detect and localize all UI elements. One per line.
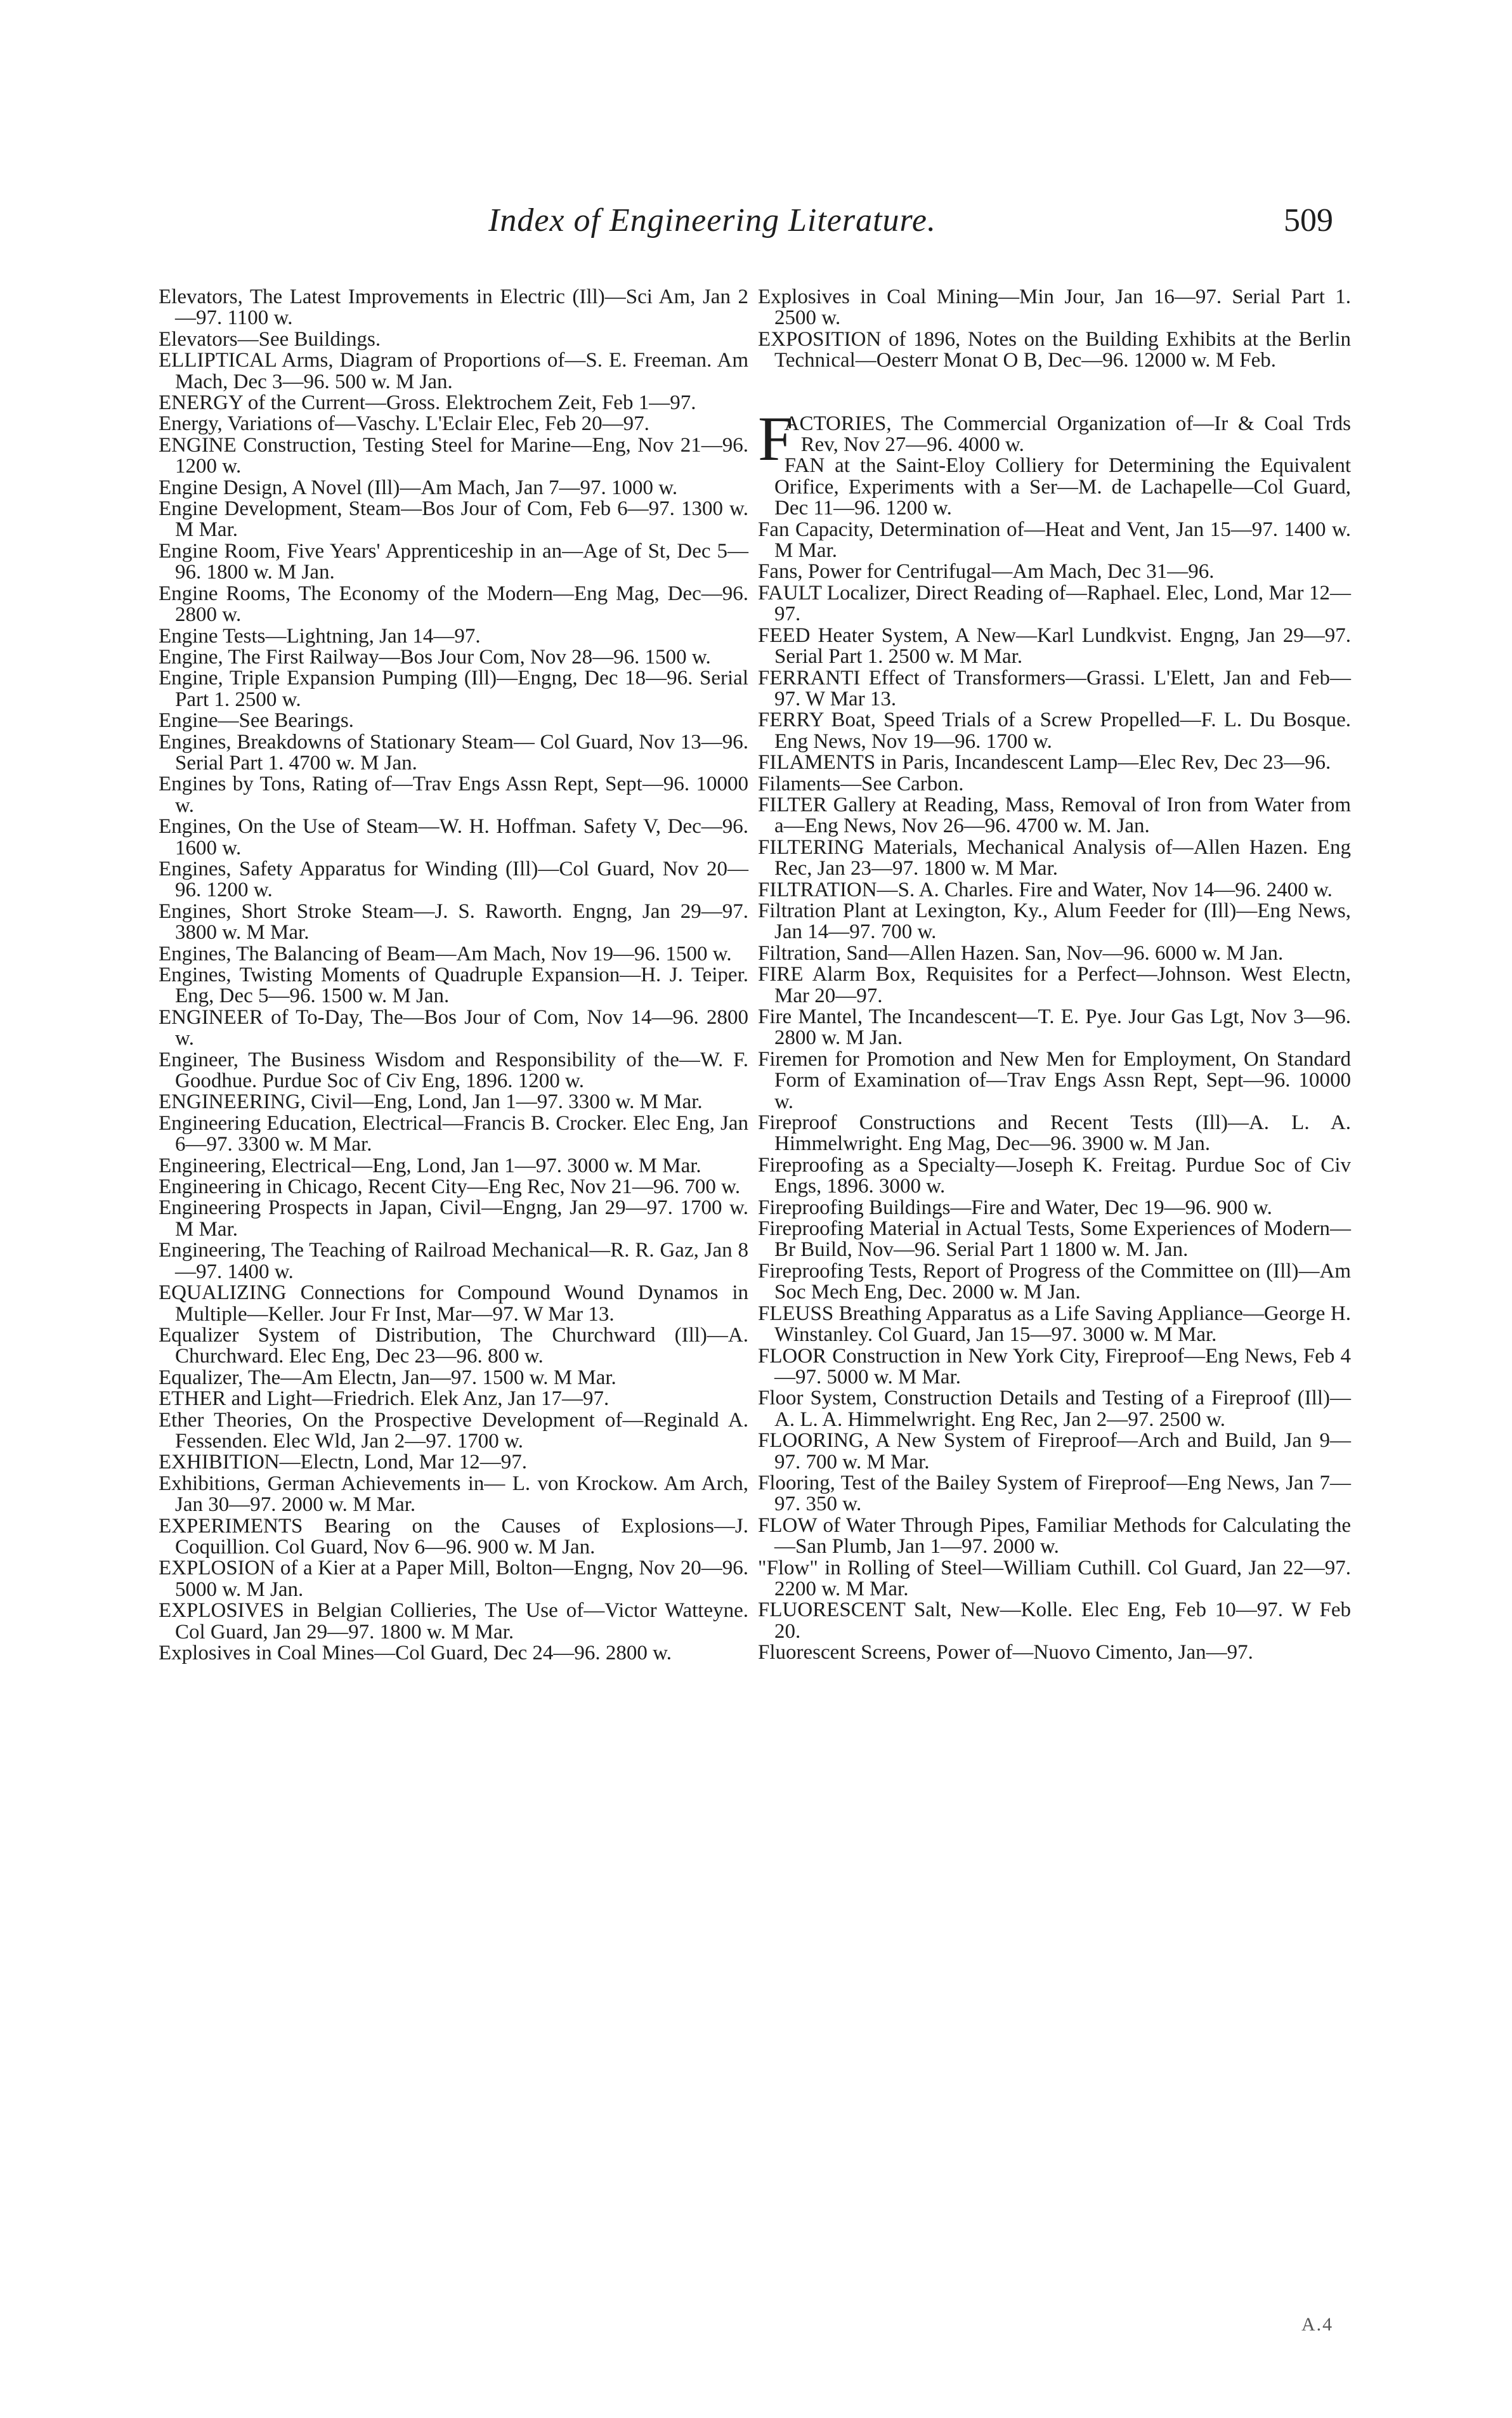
- index-entry: FLOORING, A New System of Fireproof—Arch and Build, Jan 9—97. 700 w. M Mar.: [758, 1429, 1351, 1474]
- index-entry: EXHIBITION—Electn, Lond, Mar 12—97.: [159, 1451, 528, 1474]
- index-entry: ENGINEER of To-Day, The—Bos Jour of Com, Nov 14—96. 2800 w.: [159, 1005, 748, 1050]
- index-entry: Engines, Short Stroke Steam—J. S. Raworth. Engng, Jan 29—97. 3800 w. M Mar.: [159, 899, 748, 944]
- index-entry: Filtration, Sand—Allen Hazen. San, Nov—96. 6000 w. M Jan.: [758, 941, 1284, 965]
- drop-cap-initial: F: [758, 403, 793, 474]
- index-entry: Equalizer System of Distribution, The Churchward (Ill)—A. Churchward. Elec Eng, Dec 23—96. 800 w.: [159, 1323, 748, 1368]
- index-entry: Engines, Safety Apparatus for Winding (Ill)—Col Guard, Nov 20—96. 1200 w.: [159, 857, 748, 902]
- running-header: [0, 202, 1512, 252]
- index-entry: FILAMENTS in Paris, Incandescent Lamp—Elec Rev, Dec 23—96.: [758, 751, 1331, 774]
- left-column: [159, 287, 748, 1664]
- index-entry: Fluorescent Screens, Power of—Nuovo Cimento, Jan—97.: [758, 1641, 1253, 1664]
- index-entry: FEED Heater System, A New—Karl Lundkvist. Engng, Jan 29—97. Serial Part 1. 2500 w. M Mar.: [758, 624, 1351, 669]
- index-entry: Engine Design, A Novel (Ill)—Am Mach, Jan 7—97. 1000 w.: [159, 476, 678, 499]
- index-entry: FILTER Gallery at Reading, Mass, Removal of Iron from Water from a—Eng News, Nov 26—96. 4700 w. M. Jan.: [758, 793, 1351, 838]
- index-entry: Fire Mantel, The Incandescent—T. E. Pye. Jour Gas Lgt, Nov 3—96. 2800 w. M Jan.: [758, 1005, 1351, 1050]
- index-entry: EXPOSITION of 1896, Notes on the Building Exhibits at the Berlin Technical—Oesterr Monat O B, Dec—96. 12000 w. M Feb.: [758, 327, 1351, 372]
- index-entry: Fireproofing Tests, Report of Progress of the Committee on (Ill)—Am Soc Mech Eng, Dec. 2000 w. M Jan.: [758, 1259, 1351, 1304]
- index-entry: Energy, Variations of—Vaschy. L'Eclair Elec, Feb 20—97.: [159, 412, 649, 436]
- index-entry: FLEUSS Breathing Apparatus as a Life Saving Appliance—George H. Winstanley. Col Guard, Jan 15—97. 3000 w. M Mar.: [758, 1302, 1351, 1347]
- index-entry: Elevators—See Buildings.: [159, 327, 381, 351]
- index-entry: Fans, Power for Centrifugal—Am Mach, Dec 31—96.: [758, 560, 1215, 584]
- index-entry: FAN at the Saint-Eloy Colliery for Determining the Equivalent Orifice, Experiments with a Ser—M. de Lachapelle—Col Guard, Dec 11—96. 1200 w.: [774, 454, 1351, 520]
- index-entry: EQUALIZING Connections for Compound Wound Dynamos in Multiple—Keller. Jour Fr Inst, Mar—97. W Mar 13.: [159, 1281, 748, 1326]
- index-entry: Engine Tests—Lightning, Jan 14—97.: [159, 624, 481, 648]
- index-entry: Engineering, Electrical—Eng, Lond, Jan 1—97. 3000 w. M Mar.: [159, 1154, 701, 1177]
- index-entry: Fireproofing Buildings—Fire and Water, Dec 19—96. 900 w.: [758, 1196, 1272, 1219]
- index-entry: Flooring, Test of the Bailey System of Fireproof—Eng News, Jan 7—97. 350 w.: [758, 1471, 1351, 1516]
- index-entry: Explosives in Coal Mines—Col Guard, Dec 24—96. 2800 w.: [159, 1642, 672, 1664]
- index-entry: Explosives in Coal Mining—Min Jour, Jan 16—97. Serial Part 1. 2500 w.: [758, 285, 1351, 330]
- index-entry: Engines, The Balancing of Beam—Am Mach, Nov 19—96. 1500 w.: [159, 942, 732, 965]
- running-title: Index of Engineering Literature.: [488, 202, 936, 239]
- index-entry: Filaments—See Carbon.: [758, 772, 964, 795]
- index-entry: EXPERIMENTS Bearing on the Causes of Explosions—J. Coquillion. Col Guard, Nov 6—96. 900 w. M Jan.: [159, 1514, 748, 1559]
- index-entry: ENGINEERING, Civil—Eng, Lond, Jan 1—97. 3300 w. M Mar.: [159, 1090, 703, 1114]
- index-entry: Filtration Plant at Lexington, Ky., Alum Feeder for (Ill)—Eng News, Jan 14—97. 700 w.: [758, 899, 1351, 944]
- index-entry: ELLIPTICAL Arms, Diagram of Proportions of—S. E. Freeman. Am Mach, Dec 3—96. 500 w. M Jan.: [159, 349, 748, 393]
- index-entry: Fan Capacity, Determination of—Heat and Vent, Jan 15—97. 1400 w. M Mar.: [758, 518, 1351, 563]
- index-entry: FLUORESCENT Salt, New—Kolle. Elec Eng, Feb 10—97. W Feb 20.: [758, 1598, 1351, 1643]
- index-entry: Exhibitions, German Achievements in— L. von Krockow. Am Arch, Jan 30—97. 2000 w. M Mar.: [159, 1472, 748, 1517]
- section-f-entry-text: ACTORIES, The Commercial Organization of—Ir & Coal Trds Rev, Nov 27—96. 4000 w.: [784, 412, 1351, 457]
- index-entry: FLOOR Construction in New York City, Fireproof—Eng News, Feb 4—97. 5000 w. M Mar.: [758, 1344, 1351, 1389]
- index-entry: Engine Room, Five Years' Apprenticeship in an—Age of St, Dec 5—96. 1800 w. M Jan.: [159, 539, 748, 584]
- scan-mark: A.4: [1301, 2314, 1334, 2335]
- index-entry: Engineering in Chicago, Recent City—Eng Rec, Nov 21—96. 700 w.: [159, 1175, 741, 1199]
- index-entry: Engine Development, Steam—Bos Jour of Com, Feb 6—97. 1300 w. M Mar.: [159, 497, 748, 542]
- index-entry: Floor System, Construction Details and Testing of a Fireproof (Ill)—A. L. A. Himmelwright. Eng Rec, Jan 2—97. 2500 w.: [758, 1387, 1351, 1431]
- right-column-top: [758, 287, 1351, 372]
- index-entry: Fireproofing Material in Actual Tests, Some Experiences of Modern—Br Build, Nov—96. Serial Part 1 1800 w. M. Jan.: [758, 1217, 1351, 1262]
- index-entry: Engine, Triple Expansion Pumping (Ill)—Engng, Dec 18—96. Serial Part 1. 2500 w.: [159, 667, 748, 711]
- index-entry: EXPLOSIVES in Belgian Collieries, The Use of—Victor Watteyne. Col Guard, Jan 29—97. 1800 w. M Mar.: [159, 1599, 748, 1644]
- index-entry: Engines, Twisting Moments of Quadruple Expansion—H. J. Teiper. Eng, Dec 5—96. 1500 w. M Jan.: [159, 964, 748, 1008]
- index-entry: FLOW of Water Through Pipes, Familiar Methods for Calculating the—San Plumb, Jan 1—97. 2000 w.: [758, 1513, 1351, 1559]
- index-entry: Engine Rooms, The Economy of the Modern—Eng Mag, Dec—96. 2800 w.: [159, 582, 748, 627]
- index-entry: Fireproof Constructions and Recent Tests (Ill)—A. L. A. Himmelwright. Eng Mag, Dec—96. 3900 w. M Jan.: [758, 1111, 1351, 1156]
- index-entry: Engine—See Bearings.: [159, 709, 354, 733]
- index-entry: Fireproofing as a Specialty—Joseph K. Freitag. Purdue Soc of Civ Engs, 1896. 3000 w.: [758, 1153, 1351, 1198]
- index-entry: Ether Theories, On the Prospective Development of—Reginald A. Fessenden. Elec Wld, Jan 2—97. 1700 w.: [159, 1408, 748, 1453]
- index-entry: Engineering Prospects in Japan, Civil—Engng, Jan 29—97. 1700 w. M Mar.: [159, 1196, 748, 1241]
- index-entry: ETHER and Light—Friedrich. Elek Anz, Jan 17—97.: [159, 1387, 609, 1411]
- index-entry: EXPLOSION of a Kier at a Paper Mill, Bolton—Engng, Nov 20—96. 5000 w. M Jan.: [159, 1557, 748, 1601]
- index-entry: Equalizer, The—Am Electn, Jan—97. 1500 w. M Mar.: [159, 1366, 616, 1389]
- index-entry: Engines, On the Use of Steam—W. H. Hoffman. Safety V, Dec—96. 1600 w.: [159, 815, 748, 859]
- index-entry: ENERGY of the Current—Gross. Elektrochem Zeit, Feb 1—97.: [159, 391, 696, 415]
- index-entry: FAULT Localizer, Direct Reading of—Raphael. Elec, Lond, Mar 12—97.: [758, 581, 1351, 626]
- index-entry: Engineering Education, Electrical—Francis B. Crocker. Elec Eng, Jan 6—97. 3300 w. M Mar.: [159, 1111, 748, 1156]
- index-entry: Engines, Breakdowns of Stationary Steam— Col Guard, Nov 13—96. Serial Part 1. 4700 w. M Jan.: [159, 730, 748, 774]
- right-column-body: [758, 455, 1351, 1663]
- index-entry: Firemen for Promotion and New Men for Employment, On Standard Form of Examination of—Trav Engs Assn Rept, Sept—96. 10000 w.: [758, 1047, 1351, 1113]
- index-entry: FERRY Boat, Speed Trials of a Screw Propelled—F. L. Du Bosque. Eng News, Nov 19—96. 1700 w.: [758, 709, 1351, 753]
- index-entry: FERRANTI Effect of Transformers—Grassi. L'Elett, Jan and Feb—97. W Mar 13.: [758, 666, 1351, 710]
- index-entry: Engineer, The Business Wisdom and Responsibility of the—W. F. Goodhue. Purdue Soc of Civ Eng, 1896. 1200 w.: [159, 1048, 748, 1093]
- section-f-entry: [758, 403, 1351, 474]
- index-entry: "Flow" in Rolling of Steel—William Cuthill. Col Guard, Jan 22—97. 2200 w. M Mar.: [758, 1556, 1351, 1600]
- index-entry: Engine, The First Railway—Bos Jour Com, Nov 28—96. 1500 w.: [159, 645, 711, 669]
- index-entry: Elevators, The Latest Improvements in Electric (Ill)—Sci Am, Jan 2—97. 1100 w.: [159, 285, 748, 330]
- right-column: [758, 287, 1351, 1664]
- index-entry: FILTRATION—S. A. Charles. Fire and Water, Nov 14—96. 2400 w.: [758, 878, 1333, 901]
- index-entry: FILTERING Materials, Mechanical Analysis of—Allen Hazen. Eng Rec, Jan 23—97. 1800 w. M Mar.: [758, 835, 1351, 880]
- index-entry: FIRE Alarm Box, Requisites for a Perfect—Johnson. West Electn, Mar 20—97.: [758, 963, 1351, 1007]
- index-entry: Engines by Tons, Rating of—Trav Engs Assn Rept, Sept—96. 10000 w.: [159, 773, 748, 817]
- index-entry: Engineering, The Teaching of Railroad Mechanical—R. R. Gaz, Jan 8—97. 1400 w.: [159, 1239, 748, 1283]
- page-number: 509: [1284, 202, 1333, 239]
- index-entry: ENGINE Construction, Testing Steel for Marine—Eng, Nov 21—96. 1200 w.: [159, 433, 748, 478]
